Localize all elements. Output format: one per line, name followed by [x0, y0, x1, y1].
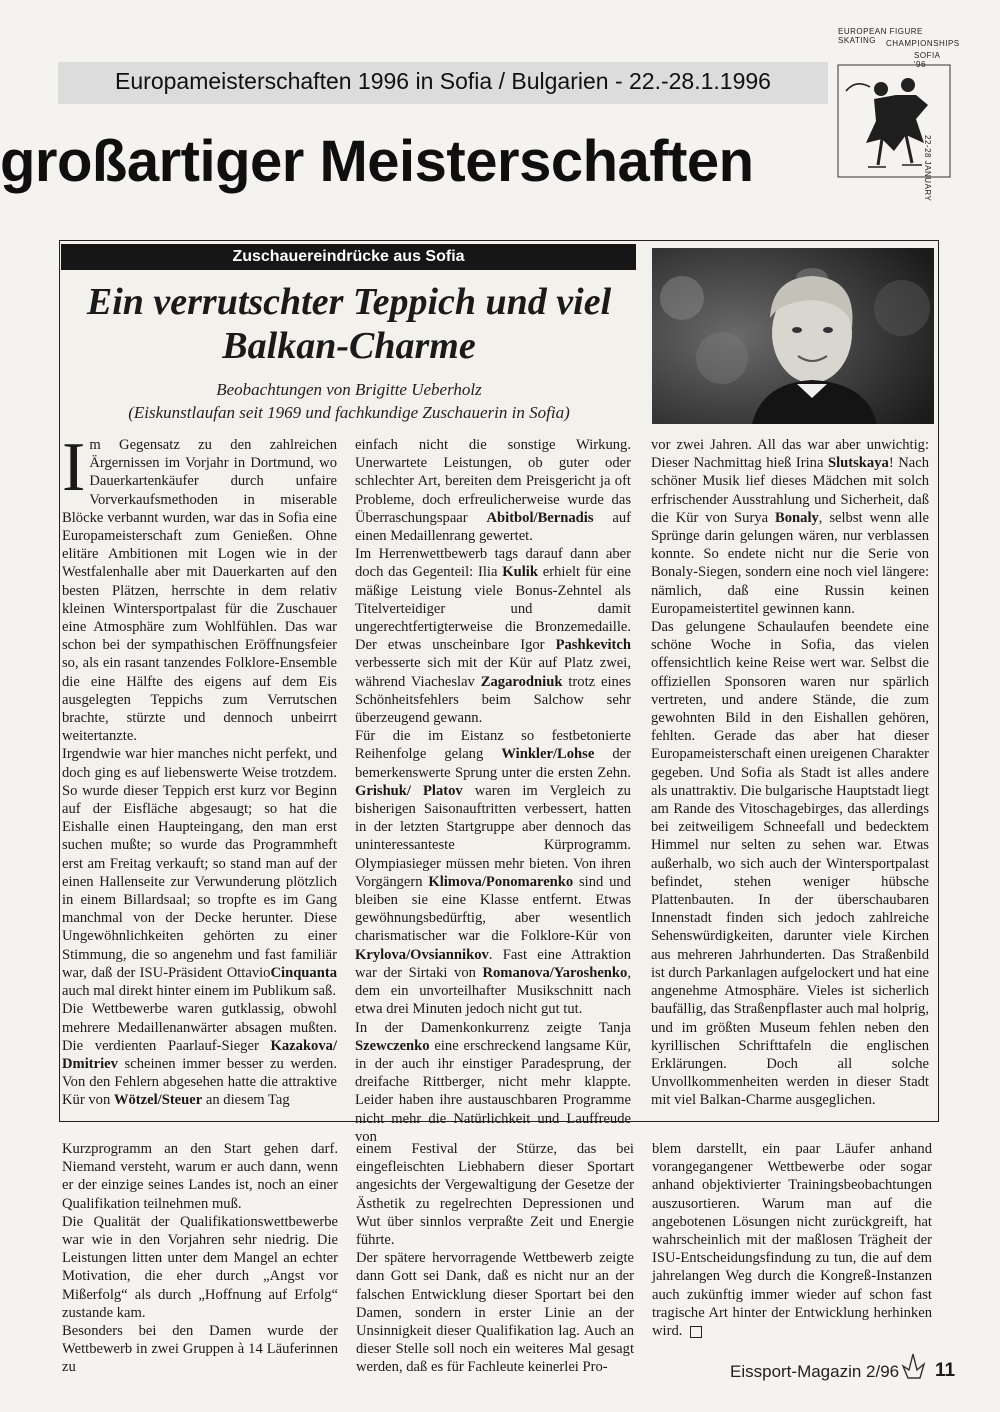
name-highlight: Klimova/Ponomarenko: [428, 873, 574, 890]
paragraph: Kurzprogramm an den Start gehen darf. Niemand versteht, warum er auch dann, wenn er der einzige seines Landes ist, noch an einer Qualifikation teilnehmen muß.: [62, 1141, 338, 1212]
text-run: scheinen immer besser zu werden. Von den Fehlern abgesehen hatte die attraktive Kür von: [62, 1055, 337, 1109]
text-run: Irgendwie war hier manches nicht perfekt, und doch ging es auf liebenswerte Weise trotzdem. So wurde dieser Teppich erst kurz vor Beginn auf der Eisfläche abgesaugt; so hat die Eishalle einen Haupteingang, den man erst suchen mußte; so wurde das Programmheft erst am Freitag verkauft; so stand man auf der einen Hallenseite zur Verwunderung plötzlich in einem Billardsaal; so tropfte es im Gang manchmal von der Decke herunter. Diese Ungewöhnlichkeiten gehörten zu einer Stimmung, die so angenehm und fast familiär war, daß der ISU-Präsident Ottavio: [62, 746, 337, 981]
name-highlight: Romanova/Yaroshenko: [482, 964, 628, 981]
paragraph: [355, 1019, 631, 1146]
paragraph: [651, 436, 929, 618]
paragraph: [62, 745, 337, 1000]
text-run: auf einen Medaillenrang gewertet.: [355, 509, 631, 545]
text-run: verbesserte sich mit der Kür auf Platz zwei, während Viacheslav: [355, 655, 631, 690]
paragraph: [62, 1000, 337, 1109]
title-line-2: Balkan-Charme: [222, 325, 476, 367]
text-run: , dem ein unvorteilhafter Musikschnitt nach etwa drei Minuten jedoch nicht gut tut.: [355, 964, 631, 1018]
name-highlight: Kazakova/ Dmitriev: [62, 1037, 337, 1072]
text-run: einfach nicht die sonstige Wirkung. Unerwartete Leistungen, ob guter oder schlechter Art, bereiten dem Preisgericht ja oft Probleme, doch erfreulicherweise wurde das Überraschungspaar: [355, 437, 631, 526]
author-photo: [652, 248, 934, 424]
name-highlight: Szewczenko: [355, 1037, 430, 1054]
text-run: In der Damenkonkurrenz zeigte Tanja: [355, 1019, 631, 1036]
text-run: erhielt für eine mäßige Leistung viele Bonus-Zehntel als Titelverteidiger und damit ungerechtfertigterweise die Bronzemedaille. Der etwas unscheinbare Igor: [355, 564, 631, 654]
text-run: . Fast eine Attraktion war der Sirtaki von: [355, 946, 631, 981]
continuation-column-3: [652, 1140, 932, 1340]
article-byline: [64, 378, 634, 424]
name-highlight: Winkler/Lohse: [501, 746, 595, 763]
paragraph: Die Qualität der Qualifikationswettbewerbe war wie in den Vorjahren sehr niedrig. Die Leistungen litten unter dem Mangel an echter Motivation, die eher durch „Angst vor Mißerfolg“ als durch „Hoffnung auf Erfolg“ zustande kam.: [62, 1213, 338, 1321]
name-highlight: Bonaly: [775, 509, 819, 526]
bird-logo-icon: [900, 1352, 926, 1382]
end-of-article-icon: [690, 1326, 702, 1338]
championship-logo: [836, 25, 960, 202]
logo-line-1: EUROPEAN FIGURE SKATING: [838, 27, 923, 45]
paragraph: Das gelungene Schaulaufen beendete eine schöne Woche in Sofia, das vielen offensichtlich keine Reise wert war. Selbst die offiziellen Sponsoren waren nur spärlich vertreten, und andere Stände, die zum gewohnten Bild in den Eishallen gehören, fehlten. Gerade das aber hat dieser Europameisterschaft einen ureigenen Charakter gegeben. Und Sofia als Stadt ist alles andere als unattraktiv. Die bulgarische Hauptstadt liegt am Rande des Vitoschagebirges, das allerdings bei zeitweiligem Schneefall und bedecktem Himmel nur selten zu sehen war. Etwas außerhalb, wo sich auch der Wintersportpalast befindet, stehen weniger hübsche Plattenbauten. In der überschaubaren Innenstadt finden sich jedoch zahlreiche Sehenswürdigkeiten, darunter viele Kirchen aus mehreren Jahrhunderten. Das Straßenbild ist durch Parkanlagen aufgelockert und hat eine angenehme Atmosphäre. Vieles ist sicherlich baufällig, das Straßenpflaster auch mal holprig, und im größten Museum fehlen neben den kyrillischen Schrifttafeln die englischen Erklärungen. Doch all solche Unvollkommenheiten werden in dieser Stadt mit viel Balkan-Charme ausgeglichen.: [651, 619, 929, 1109]
name-highlight: Abitbol/Bernadis: [486, 509, 594, 526]
text-run: , selbst wenn alle Sprünge darin gelungen wären, nur verblassen konnte. So endete nicht nur die Serie von Bonaly-Siegen, sondern eine noch viel längere: nämlich, daß eine Russin keinen Europameistertitel gewinnen kann.: [651, 509, 930, 617]
article-column-1: [62, 429, 337, 1110]
name-highlight: Kulik: [502, 564, 538, 581]
paragraph: [62, 429, 337, 745]
text-run: Im Herrenwettbewerb tags darauf dann aber doch das Gegenteil: Ilia: [355, 546, 631, 581]
text-run: Die Wettbewerbe waren gutklassig, obwohl mehrere Medaillenanwärter absagen mußten. Die verdienten Paarlauf-Sieger: [62, 1001, 337, 1054]
text-run: sind und bleiben sie eine Klasse entfernt. Etwas gewöhnungsbedürftig, aber wesentlich charismatischer war die Folklore-Kür von: [355, 873, 632, 945]
text-run: trotz eines Schönheitsfehlers beim Salchow sehr überzeugend gewann.: [355, 673, 632, 727]
text-run: vor zwei Jahren. All das war aber unwichtig: Dieser Nachmittag hieß Irina: [651, 437, 929, 472]
article-column-3: [651, 436, 929, 1110]
paragraph: Der spätere hervorragende Wettbewerb zeigte dann Gott sei Dank, daß es nicht nur an der falschen Entwicklung dieser Sportart bei den Damen, sondern in erster Linie an der Unsinnigkeit dieser Qualifikation lag. Auch an dieser Stelle soll noch ein weiteres Mal gesagt werden, daß es für Fachleute keinerlei Pro-: [356, 1250, 634, 1376]
name-highlight: Krylova/Ovsiannikov: [355, 946, 489, 963]
magazine-footer: Eissport-Magazin 2/96: [730, 1362, 900, 1381]
page-number: 11: [935, 1360, 956, 1381]
paragraph: [652, 1140, 932, 1340]
byline-credential: (Eiskunstlaufan seit 1969 und fachkundige Zuschauerin in Sofia): [128, 403, 570, 422]
text-run: eine erschreckend langsame Kür, in der auch ihr einstiger Paradesprung, der dreifache Rittberger, nicht mehr klappte. Leider haben ihre austauschbaren Programme nicht mehr die Natürlichkeit und Lauffreude von: [355, 1037, 631, 1145]
byline-author: Beobachtungen von Brigitte Ueberholz: [216, 380, 482, 399]
paragraph: [355, 545, 631, 727]
continuation-column-1: [62, 1140, 338, 1377]
drop-cap: I: [62, 429, 86, 506]
logo-line-2: CHAMPIONSHIPS: [886, 39, 960, 48]
article-title: [64, 280, 634, 368]
logo-line-3: SOFIA '96: [914, 51, 941, 69]
name-highlight: Slutskaya: [827, 455, 889, 472]
article-column-2: [355, 436, 631, 1146]
text-run: blem darstellt, ein paar Läufer anhand vorangegangener Wettbewerbe oder sogar anhand objektivierter Trainingsbeobachtungen auszusortieren. Warum man auf die angebotenen Lösungen nicht zurückgreift, hat wahrscheinlich mit der maßlosen Trägheit der ISU-Entscheidungsfindung zu tun, die auf dem jahrelangen Weg durch die Kongreß-Instanzen auch zukünftig immer wieder auf schon fast tragische Art hinter der Entwicklung herhinken wird.: [652, 1141, 932, 1340]
text-run: Für die im Eistanz so festbetonierte Reihenfolge gelang: [355, 728, 631, 763]
name-highlight: Zagarodniuk: [480, 673, 563, 690]
name-highlight: Grishuk/ Platov: [355, 782, 463, 799]
continuation-column-2: [356, 1140, 634, 1377]
article-kicker: Zuschauereindrücke aus Sofia: [61, 244, 636, 270]
paragraph: einem Festival der Stürze, das bei eingefleischten Liebhabern dieser Sportart angesichts der Vergewaltigung der Gesetze der Ästhetik zu regelrechten Depressionen und Wut über sinnlos verpraßte Zeit und Energie führte.: [356, 1141, 634, 1249]
name-highlight: Pashkevitch: [555, 637, 631, 654]
text-run: waren im Vergleich zu bisherigen Saisonauftritten verbessert, hatten in der letzten Startgruppe aber dennoch das uninteressanteste Kürprogramm. Olympiasieger müssen mehr bieten. Von ihren Vorgängern: [355, 782, 631, 890]
page-headline: großartiger Meisterschaften: [0, 129, 754, 194]
text-run: der bemerkenswerte Sprung unter die ersten Zehn.: [355, 746, 631, 781]
text-run: ! Nach schöner Musik lief dieses Mädchen mit solch erfrischender Ausstrahlung und Sicherheit, daß die Kür von Surya: [651, 455, 929, 526]
text-run: an diesem Tag: [202, 1092, 290, 1109]
title-line-1: Ein verrutschter Teppich und viel: [86, 281, 612, 323]
name-highlight: Wötzel/Steuer: [113, 1092, 203, 1109]
text-run: m Gegensatz zu den zahlreichen Ärgernissen im Vorjahr in Dortmund, wo Dauerkartenkäufer durch unfaire Vorverkaufsmethoden in miserable Blöcke verbannt wurden, war das in Sofia eine Europameisterschaft zum Genießen. Ohne elitäre Ambitionen mit Logen wie in der Westfalenhalle aber mit Dauerkarten auf den besten Plätzen, herrschte in dem relativ kleinen Wintersportpalast für die Zuschauer eine Atmosphäre zum Wohlfühlen. Das war schon bei der sympathischen Eröffnungsfeier so, als ein rasant tanzendes Folklore-Ensemble die eine Hälfte des eigens auf dem Eis ausgelegten Teppichs zum Verrutschen brachte, stürzte und dennoch unbeirrt weitertanzte.: [62, 437, 337, 745]
paragraph: Besonders bei den Damen wurde der Wettbewerb in zwei Gruppen à 14 Läuferinnen zu: [62, 1323, 338, 1376]
paragraph: [355, 436, 631, 545]
logo-vertical-text: 22-28 JANUARY: [923, 135, 932, 202]
paragraph: [355, 727, 631, 1018]
name-highlight: Cinquanta: [270, 964, 337, 981]
text-run: auch mal direkt hinter einem im Publikum saß.: [62, 983, 336, 1000]
event-header: Europameisterschaften 1996 in Sofia / Bulgarien - 22.-28.1.1996: [115, 68, 771, 94]
skating-pair-illustration: [836, 61, 954, 181]
